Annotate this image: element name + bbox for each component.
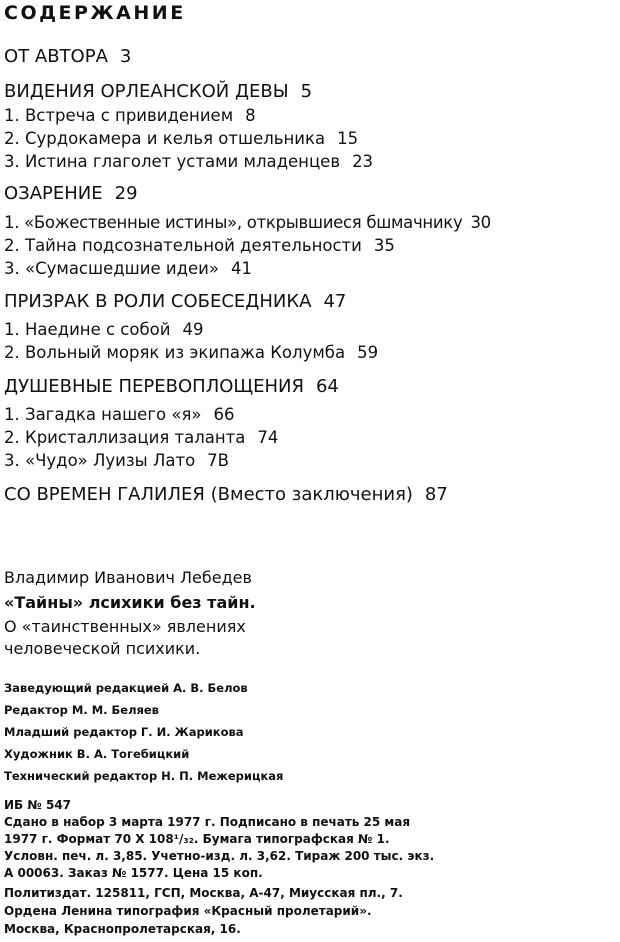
- book-title: «Тайны» лсихики без тайн.: [4, 593, 256, 612]
- imprint-line: 1977 г. Формат 70 Х 108¹/₃₂. Бумага типографская № 1.: [4, 832, 390, 846]
- toc-entry-text: 2. Сурдокамера и келья отшельника: [4, 129, 326, 148]
- toc-entry[interactable]: [4, 236, 395, 255]
- imprint-line: Условн. печ. л. 3,85. Учетно-изд. л. 3,62. Тираж 200 тыс. экз.: [4, 849, 435, 863]
- toc-entry-text: 3. Истина глаголет устами младенцев: [4, 152, 341, 171]
- toc-entry-page: 64: [315, 376, 339, 397]
- toc-entry[interactable]: [4, 129, 358, 148]
- toc-entry-text: 1. Загадка нашего «я»: [4, 405, 202, 424]
- toc-entry[interactable]: [4, 213, 491, 232]
- imprint-line: Политиздат. 125811, ГСП, Москва, А-47, Миусская пл., 7.: [4, 886, 403, 900]
- imprint-line: Москва, Краснопролетарская, 16.: [4, 922, 241, 936]
- toc-entry-text: ПРИЗРАК В РОЛИ СОБЕСЕДНИКА: [4, 291, 312, 312]
- staff-line: Редактор М. М. Беляев: [4, 703, 159, 717]
- toc-entry-text: СО ВРЕМЕН ГАЛИЛЕЯ (Вместо заключения): [4, 484, 413, 505]
- toc-entry[interactable]: [4, 451, 229, 470]
- toc-entry-page: 41: [230, 259, 252, 278]
- toc-entry-text: 1. «Божественные истины», открывшиеся бшмачнику: [4, 213, 463, 232]
- toc-entry-page: 29: [114, 183, 138, 204]
- toc-entry-text: 1. Встреча с привидением: [4, 106, 234, 125]
- toc-entry[interactable]: [4, 259, 252, 278]
- toc-entry-page: 35: [373, 236, 395, 255]
- toc-entry-page: 8: [245, 106, 256, 125]
- toc-entry-text: ВИДЕНИЯ ОРЛЕАНСКОЙ ДЕВЫ: [4, 81, 289, 102]
- staff-line: Заведующий редакцией А. В. Белов: [4, 681, 248, 695]
- toc-entry[interactable]: [4, 81, 312, 102]
- toc-entry-page: 3: [119, 46, 132, 67]
- toc-entry-text: 3. «Чудо» Луизы Лато: [4, 451, 196, 470]
- imprint-line: Ордена Ленина типография «Красный пролетарий».: [4, 904, 372, 918]
- toc-entry-page: 66: [213, 405, 235, 424]
- toc-entry[interactable]: [4, 183, 138, 204]
- staff-line: Технический редактор Н. П. Межерицкая: [4, 769, 284, 783]
- toc-entry-page: 74: [257, 428, 279, 447]
- toc-entry[interactable]: [4, 320, 203, 339]
- toc-title: СОДЕРЖАНИЕ: [4, 2, 186, 24]
- imprint-line: ИБ № 547: [4, 798, 72, 812]
- toc-entry-text: ОЗАРЕНИЕ: [4, 183, 103, 204]
- toc-entry-text: 2. Тайна подсознательной деятельности: [4, 236, 362, 255]
- imprint-line: А 00063. Заказ № 1577. Цена 15 коп.: [4, 866, 263, 880]
- toc-entry[interactable]: [4, 291, 346, 312]
- toc-entry-page: 59: [357, 343, 379, 362]
- toc-entry-page: 5: [300, 81, 313, 102]
- staff-line: Художник В. А. Тогебицкий: [4, 747, 190, 761]
- toc-entry-page: 87: [424, 484, 448, 505]
- toc-entry-page: 23: [352, 152, 374, 171]
- toc-entry[interactable]: [4, 484, 448, 505]
- imprint-line: Сдано в набор 3 марта 1977 г. Подписано в печать 25 мая: [4, 815, 411, 829]
- toc-entry[interactable]: [4, 405, 234, 424]
- toc-entry[interactable]: [4, 106, 256, 125]
- book-subtitle: человеческой психики.: [4, 639, 201, 658]
- toc-entry-text: ОТ АВТОРА: [4, 46, 108, 67]
- toc-entry-page: 30: [470, 213, 491, 232]
- toc-entry[interactable]: [4, 152, 373, 171]
- toc-entry-page: 15: [337, 129, 359, 148]
- toc-entry-page: 47: [323, 291, 347, 312]
- toc-entry[interactable]: [4, 428, 278, 447]
- toc-entry[interactable]: [4, 343, 378, 362]
- staff-line: Младший редактор Г. И. Жарикова: [4, 725, 244, 739]
- toc-entry-page: 7В: [207, 451, 229, 470]
- toc-entry-page: 49: [182, 320, 204, 339]
- toc-entry-text: 2. Кристаллизация таланта: [4, 428, 246, 447]
- toc-entry-text: 1. Наедине с собой: [4, 320, 171, 339]
- toc-entry-text: 2. Вольный моряк из экипажа Колумба: [4, 343, 346, 362]
- toc-entry-text: 3. «Сумасшедшие идеи»: [4, 259, 219, 278]
- toc-entry-text: ДУШЕВНЫЕ ПЕРЕВОПЛОЩЕНИЯ: [4, 376, 304, 397]
- book-author: Владимир Иванович Лебедев: [4, 568, 252, 587]
- toc-entry[interactable]: [4, 46, 131, 67]
- book-subtitle: О «таинственных» явлениях: [4, 617, 246, 636]
- toc-entry[interactable]: [4, 376, 339, 397]
